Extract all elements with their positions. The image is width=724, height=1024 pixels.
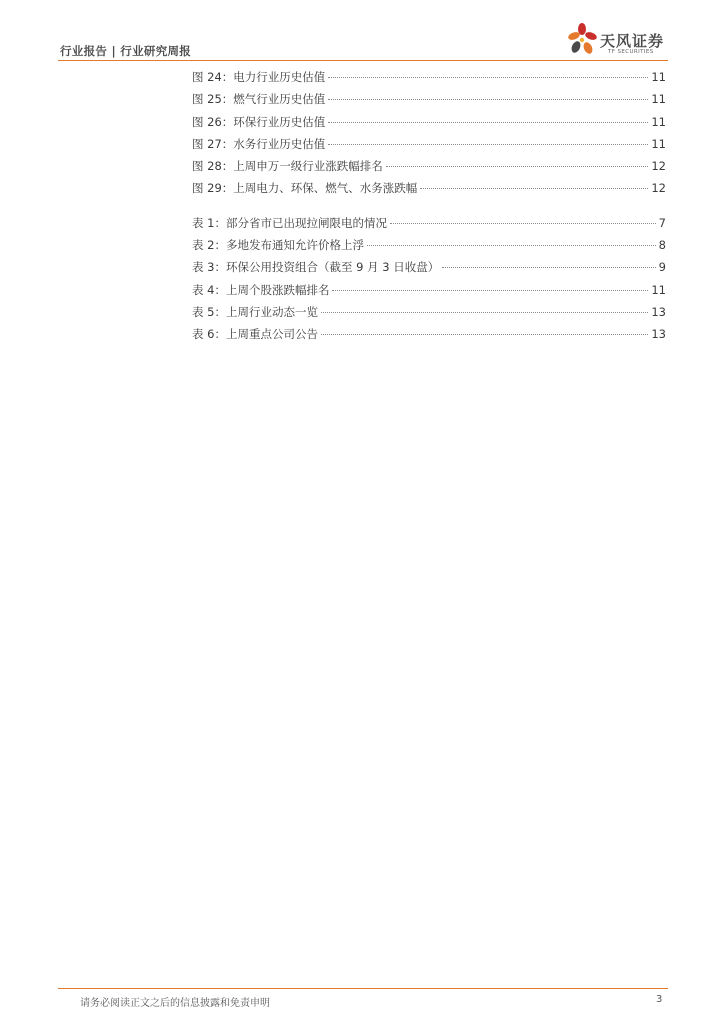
toc-leader-dots [390, 223, 656, 224]
toc-entry-label: 图 25：燃气行业历史估值 [192, 92, 326, 107]
toc-entry-label: 图 24：电力行业历史估值 [192, 70, 326, 84]
toc-entry-page: 11 [651, 70, 666, 84]
toc-entry-page: 8 [658, 238, 666, 253]
toc-entry-page: 9 [658, 260, 666, 275]
toc-leader-dots [442, 267, 655, 268]
table-of-contents [192, 66, 666, 346]
toc-leader-dots [328, 99, 648, 100]
toc-leader-dots [420, 188, 648, 189]
toc-entry-page: 11 [651, 92, 666, 107]
toc-entry-table-3[interactable] [192, 256, 666, 278]
toc-entry-page: 11 [651, 282, 666, 297]
toc-entry-label: 图 27：水务行业历史估值 [192, 136, 326, 151]
toc-entry-label: 表 6：上周重点公司公告 [192, 327, 318, 342]
toc-entry-page: 13 [651, 327, 666, 342]
toc-entry-label: 图 29：上周电力、环保、燃气、水务涨跌幅 [192, 181, 418, 196]
toc-entry-label: 图 28：上周申万一级行业涨跌幅排名 [192, 159, 383, 174]
toc-entry-label: 表 2：多地发布通知允许价格上浮 [192, 238, 364, 253]
brand-logo [568, 22, 668, 60]
toc-leader-dots [386, 166, 649, 167]
toc-entry-page: 12 [651, 159, 666, 174]
page-number: 3 [656, 994, 663, 1005]
toc-entry-page: 11 [651, 136, 666, 151]
toc-entry-label: 表 4：上周个股涨跌幅排名 [192, 282, 330, 297]
toc-entry-figure-29[interactable] [192, 177, 666, 199]
toc-entry-page: 7 [658, 215, 666, 230]
toc-leader-dots [367, 245, 656, 246]
toc-entry-page: 11 [651, 114, 666, 129]
toc-leader-dots [328, 77, 648, 78]
toc-leader-dots [328, 144, 648, 145]
toc-leader-dots [321, 334, 648, 335]
report-type-title: 行业报告 | 行业研究周报 [60, 44, 192, 58]
toc-entry-label: 图 26：环保行业历史估值 [192, 114, 326, 129]
toc-entry-figure-27[interactable] [192, 133, 666, 155]
toc-entry-table-5[interactable] [192, 301, 666, 323]
toc-leader-dots [328, 122, 648, 123]
toc-entry-label: 表 3：环保公用投资组合（截至 9 月 3 日收盘） [192, 260, 440, 275]
footer-divider [58, 988, 668, 989]
section-gap [192, 200, 666, 212]
toc-entry-page: 12 [651, 181, 666, 196]
toc-entry-label: 表 5：上周行业动态一览 [192, 304, 318, 319]
toc-entry-table-4[interactable] [192, 279, 666, 301]
toc-entry-figure-25[interactable] [192, 88, 666, 110]
toc-leader-dots [321, 312, 648, 313]
flower-logo-icon [568, 22, 600, 60]
toc-entry-table-1[interactable] [192, 212, 666, 234]
header-divider [58, 60, 668, 61]
toc-entry-figure-26[interactable] [192, 111, 666, 133]
toc-entry-page: 13 [651, 304, 666, 319]
toc-leader-dots [332, 290, 648, 291]
toc-entry-table-2[interactable] [192, 234, 666, 256]
toc-entry-label: 表 1：部分省市已出现拉闸限电的情况 [192, 215, 387, 230]
toc-entry-figure-24[interactable] [192, 66, 666, 88]
footer-disclaimer: 请务必阅读正文之后的信息披露和免责申明 [80, 998, 270, 1009]
logo-english-text: TF SECURITIES [608, 49, 654, 55]
toc-entry-table-6[interactable] [192, 323, 666, 345]
toc-entry-figure-28[interactable] [192, 155, 666, 177]
logo-chinese-text: 天风证券 [600, 32, 665, 50]
